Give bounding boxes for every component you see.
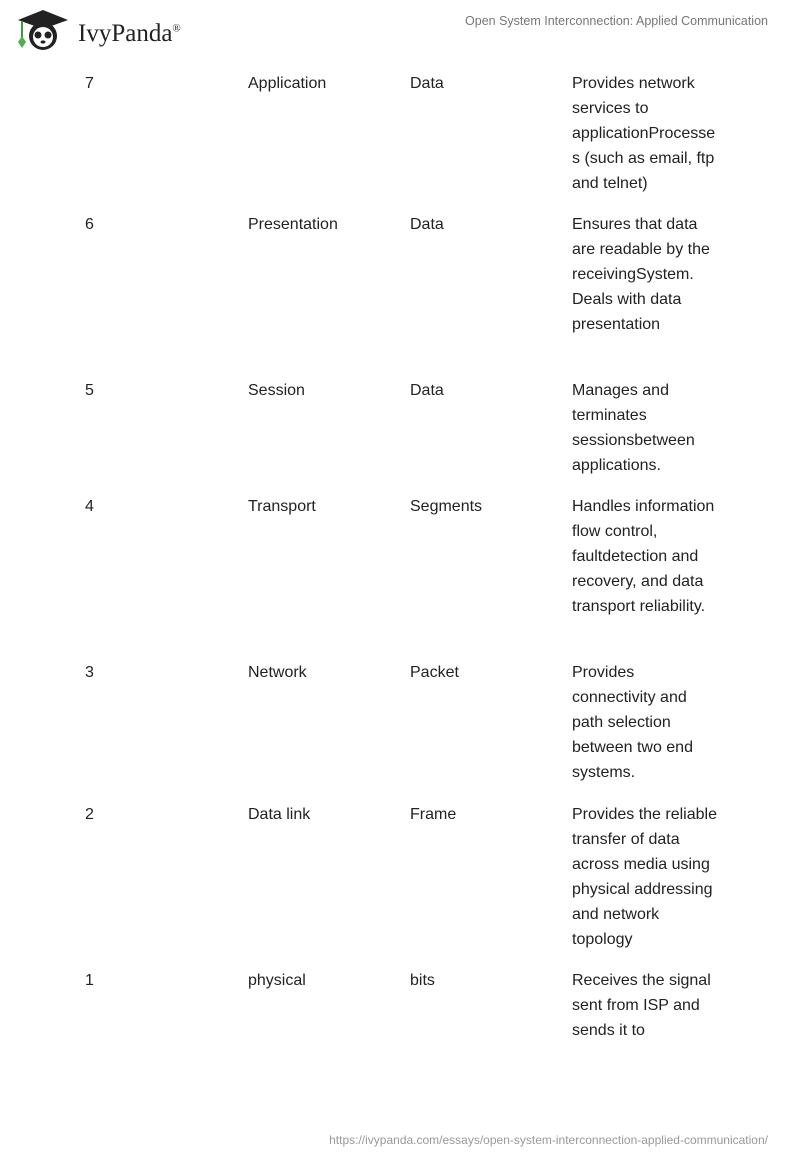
layer-number: 4: [85, 498, 94, 515]
layer-number: 6: [85, 216, 94, 233]
layer-description: Handles information flow control, faultdetection and recovery, and data transport reliability.: [572, 498, 715, 615]
document-title: Open System Interconnection: Applied Communication: [465, 14, 768, 28]
footer-url[interactable]: https://ivypanda.com/essays/open-system-interconnection-applied-communication/: [329, 1133, 768, 1147]
layer-number: 5: [85, 382, 94, 399]
layer-number: 7: [85, 75, 94, 92]
layer-number: 2: [85, 806, 94, 823]
layer-name: Data link: [248, 806, 311, 823]
data-unit: bits: [410, 972, 435, 989]
layer-description: Provides network services to applicationProcesses (such as email, ftp and telnet): [572, 75, 716, 192]
layer-number: 3: [85, 664, 94, 681]
layer-name: Transport: [248, 498, 316, 515]
data-unit: Frame: [410, 806, 457, 823]
layer-name: Session: [248, 382, 305, 399]
layer-name: physical: [248, 972, 306, 989]
data-unit: Packet: [410, 664, 459, 681]
layer-name: Network: [248, 664, 307, 681]
panda-logo-icon: [14, 8, 72, 52]
layer-description: Ensures that data are readable by the receivingSystem. Deals with data presentation: [572, 216, 710, 333]
layer-description: Receives the signal sent from ISP and sends it to: [572, 972, 711, 1039]
data-unit: Data: [410, 75, 444, 92]
ivypanda-logo[interactable]: [14, 8, 181, 52]
layer-description: Provides the reliable transfer of data across media using physical addressing and network topology: [572, 806, 717, 948]
data-unit: Data: [410, 382, 444, 399]
data-unit: Segments: [410, 498, 483, 515]
logo-text: IvyPanda®: [78, 20, 181, 47]
layer-description: Provides connectivity and path selection between two end systems.: [572, 664, 693, 781]
layer-number: 1: [85, 972, 94, 989]
layer-name: Application: [248, 75, 327, 92]
layer-description: Manages and terminates sessionsbetween applications.: [572, 382, 695, 474]
layer-name: Presentation: [248, 216, 338, 233]
data-unit: Data: [410, 216, 444, 233]
